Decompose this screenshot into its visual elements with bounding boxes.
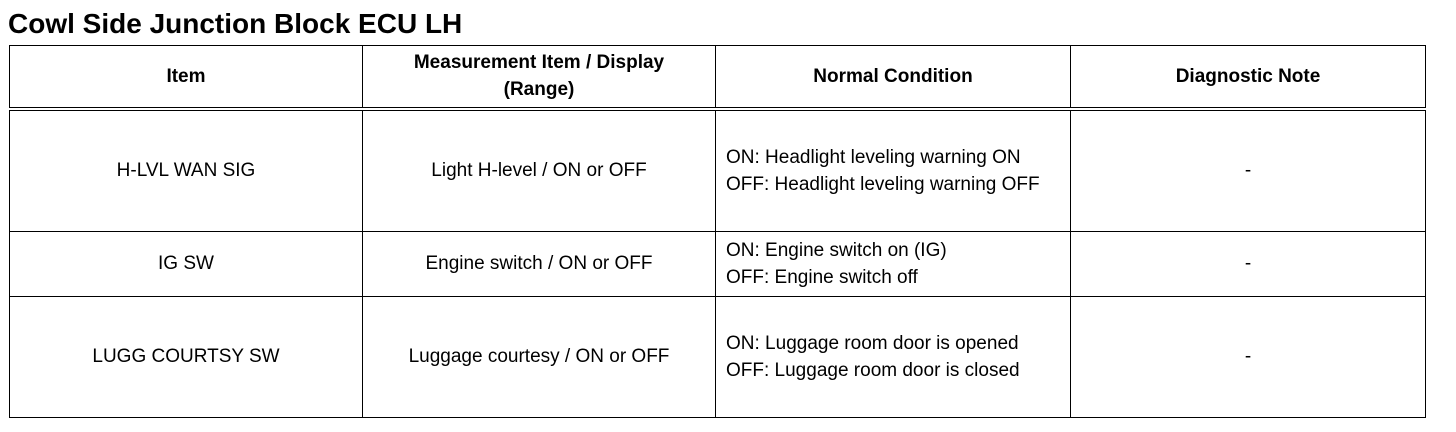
cell-normal-condition bbox=[716, 109, 1071, 232]
cell-diagnostic-note: - bbox=[1071, 231, 1426, 296]
condition-on: ON: Luggage room door is opened bbox=[726, 332, 1019, 354]
condition-on: ON: Headlight leveling warning ON bbox=[726, 146, 1021, 168]
condition-on: ON: Engine switch on (IG) bbox=[726, 239, 947, 261]
cell-normal-condition bbox=[716, 231, 1071, 296]
table-row bbox=[10, 109, 1426, 232]
table-row bbox=[10, 296, 1426, 417]
cell-diagnostic-note: - bbox=[1071, 109, 1426, 232]
condition-off: OFF: Headlight leveling warning OFF bbox=[726, 173, 1040, 195]
condition-off: OFF: Luggage room door is closed bbox=[726, 359, 1020, 381]
table-row bbox=[10, 231, 1426, 296]
cell-item: H-LVL WAN SIG bbox=[10, 109, 363, 232]
header-measurement bbox=[363, 46, 716, 109]
header-item: Item bbox=[10, 46, 363, 109]
cell-diagnostic-note: - bbox=[1071, 296, 1426, 417]
cell-item: LUGG COURTSY SW bbox=[10, 296, 363, 417]
header-normal-condition: Normal Condition bbox=[716, 46, 1071, 109]
cell-measurement: Luggage courtesy / ON or OFF bbox=[363, 296, 716, 417]
cell-measurement: Light H-level / ON or OFF bbox=[363, 109, 716, 232]
table-header-row bbox=[10, 46, 1426, 109]
cell-item: IG SW bbox=[10, 231, 363, 296]
data-list-table bbox=[9, 45, 1426, 418]
header-diagnostic-note: Diagnostic Note bbox=[1071, 46, 1426, 109]
cell-measurement: Engine switch / ON or OFF bbox=[363, 231, 716, 296]
cell-normal-condition bbox=[716, 296, 1071, 417]
header-measurement-text: Measurement Item / Display (Range) bbox=[413, 52, 665, 101]
condition-off: OFF: Engine switch off bbox=[726, 266, 918, 288]
page-title: Cowl Side Junction Block ECU LH bbox=[8, 8, 463, 39]
